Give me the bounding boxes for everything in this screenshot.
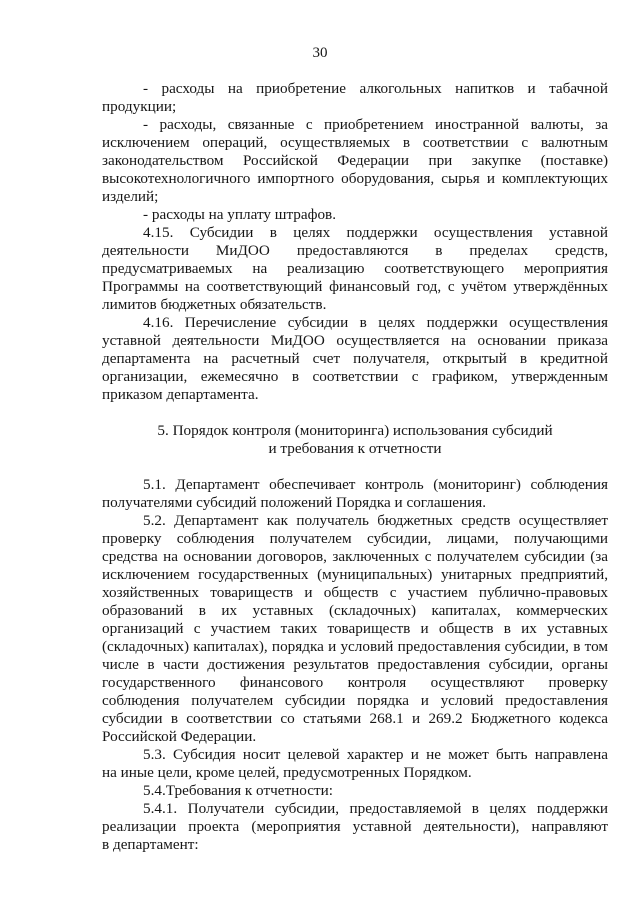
text-line: соблюдения получателем субсидии порядка и условий предоставления [102, 692, 608, 709]
text-line: 5.4.1. Получатели субсидии, предоставляемой в целях поддержки [143, 800, 608, 817]
text-line: деятельности МиДОО предоставляются в пределах средств, [102, 242, 608, 259]
text-line: (складочных) капиталах), порядка и условий предоставления субсидии, в том [102, 638, 608, 655]
text-line: реализации проекта (мероприятия уставной деятельности), направляют [102, 818, 608, 835]
text-line: уставной деятельности МиДОО осуществляется на основании приказа [102, 332, 608, 349]
text-line: 5.1. Департамент обеспечивает контроль (мониторинг) соблюдения [143, 476, 608, 493]
text-line: Программы на соответствующий финансовый год, с учётом утверждённых [102, 278, 608, 295]
text-line: организаций с участием таких товариществ и обществ в их уставных [102, 620, 608, 637]
text-line: образований в их уставных (складочных) капиталах, коммерческих [102, 602, 608, 619]
text-line: исключением операций, осуществляемых в соответствии с валютным [102, 134, 608, 151]
text-line: в департамент: [102, 836, 199, 853]
text-line: субсидии в соответствии со статьями 268.1 и 269.2 Бюджетного кодекса [102, 710, 608, 727]
section-heading-line: 5. Порядок контроля (мониторинга) использования субсидий [157, 422, 553, 439]
text-line: Российской Федерации. [102, 728, 257, 745]
text-line: высокотехнологичного импортного оборудования, сырья и комплектующих [102, 170, 608, 187]
text-line: - расходы на уплату штрафов. [143, 206, 337, 223]
text-line: 5.4.Требования к отчетности: [143, 782, 333, 799]
text-line: государственного финансового контроля осуществляют проверку [102, 674, 608, 691]
text-line: 5.2. Департамент как получатель бюджетных средств осуществляет [143, 512, 608, 529]
section-heading-line: и требования к отчетности [268, 440, 442, 457]
text-line: получателями субсидий положений Порядка и соглашения. [102, 494, 487, 511]
text-line: средства на основании договоров, заключенных с получателем субсидии (за [102, 548, 608, 565]
text-line: числе в части достижения результатов предоставления субсидии, органы [102, 656, 608, 673]
text-line: приказом департамента. [102, 386, 259, 403]
text-line: изделий; [102, 188, 159, 205]
text-line: - расходы на приобретение алкогольных напитков и табачной [143, 80, 608, 97]
text-line: на иные цели, кроме целей, предусмотренных Порядком. [102, 764, 472, 781]
text-line: 4.15. Субсидии в целях поддержки осуществления уставной [143, 224, 608, 241]
text-line: 4.16. Перечисление субсидии в целях поддержки осуществления [143, 314, 608, 331]
text-line: организации, ежемесячно в соответствии с графиком, утвержденным [102, 368, 608, 385]
text-line: 5.3. Субсидия носит целевой характер и не может быть направлена [143, 746, 608, 763]
text-line: проверку соблюдения получателем субсидии, лицами, получающими [102, 530, 608, 547]
text-line: лимитов бюджетных обязательств. [102, 296, 327, 313]
text-line: законодательством Российской Федерации при закупке (поставке) [102, 152, 608, 169]
text-line: департамента на расчетный счет получателя, открытый в кредитной [102, 350, 608, 367]
text-line: - расходы, связанные с приобретением иностранной валюты, за [143, 116, 608, 133]
text-line: исключением государственных (муниципальных) унитарных предприятий, [102, 566, 608, 583]
text-line: предусматриваемых на реализацию соответствующего мероприятия [102, 260, 608, 277]
page-number: 30 [312, 45, 328, 61]
text-line: хозяйственных товариществ и обществ с участием публично-правовых [102, 584, 608, 601]
text-line: продукции; [102, 98, 177, 115]
